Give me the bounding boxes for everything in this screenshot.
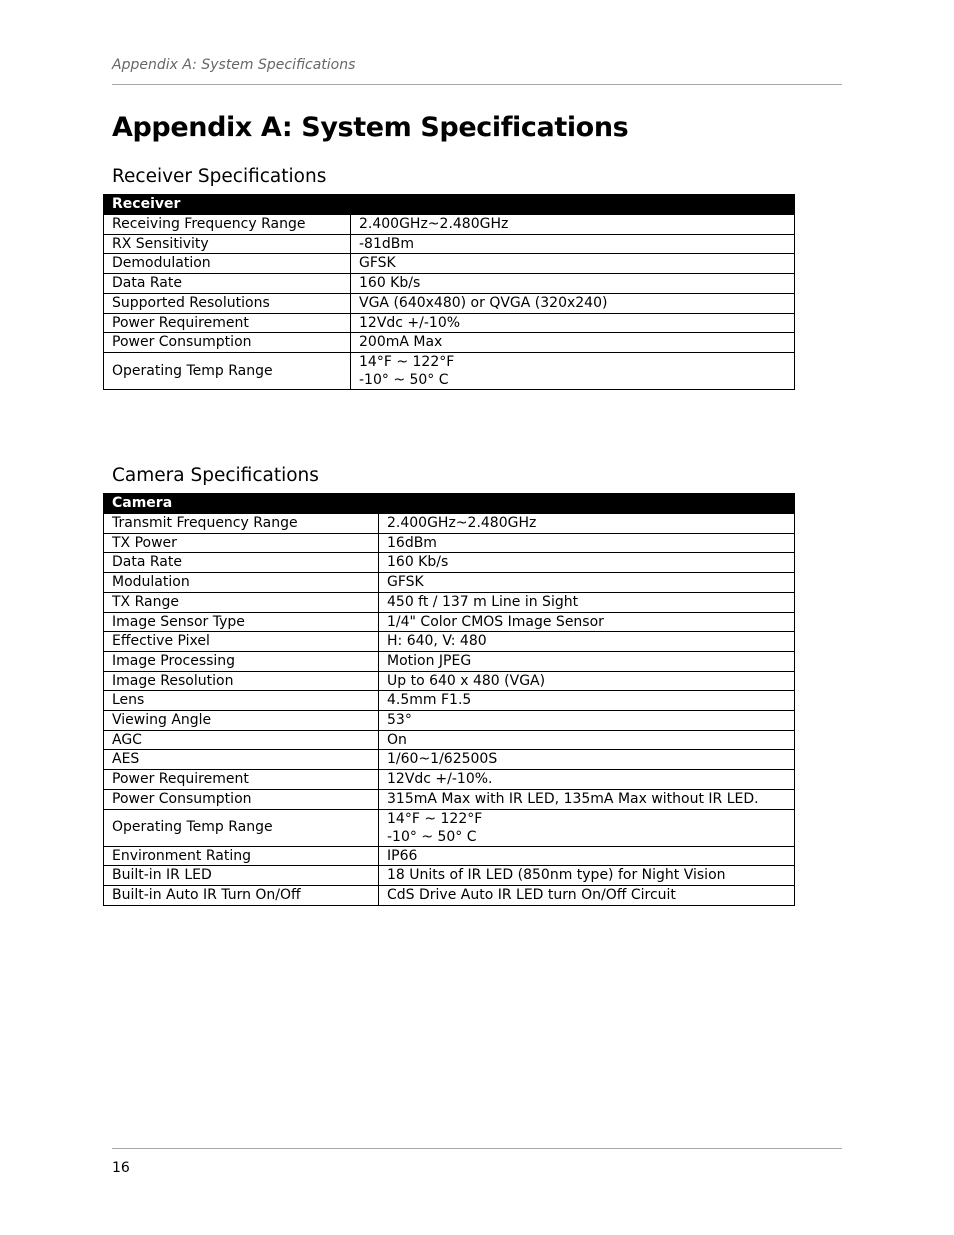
spec-value: 16dBm (379, 533, 795, 553)
table-row (104, 809, 795, 846)
spec-label: Image Resolution (104, 671, 379, 691)
table-row (104, 553, 795, 573)
table-row (104, 846, 795, 866)
receiver-spec-table (103, 194, 795, 390)
spec-value: 2.400GHz~2.480GHz (379, 514, 795, 534)
receiver-section-title: Receiver Specifications (112, 166, 327, 187)
spec-value: 12Vdc +/-10%. (379, 770, 795, 790)
camera-table-header-row (104, 494, 795, 514)
spec-label: Power Consumption (104, 789, 379, 809)
spec-value: GFSK (379, 573, 795, 593)
table-row (104, 333, 795, 353)
spec-label: Image Sensor Type (104, 612, 379, 632)
table-row (104, 592, 795, 612)
spec-value: H: 640, V: 480 (379, 632, 795, 652)
spec-label: Effective Pixel (104, 632, 379, 652)
spec-label: Demodulation (104, 254, 351, 274)
spec-label: Lens (104, 691, 379, 711)
table-row (104, 514, 795, 534)
page-title: Appendix A: System Specifications (112, 112, 629, 143)
header-rule (112, 84, 842, 85)
spec-label: AGC (104, 730, 379, 750)
camera-table-header: Camera (104, 494, 795, 514)
table-row (104, 313, 795, 333)
footer-rule (112, 1148, 842, 1149)
camera-spec-table (103, 493, 795, 906)
table-row (104, 612, 795, 632)
spec-label: Operating Temp Range (104, 809, 379, 846)
spec-label: Supported Resolutions (104, 293, 351, 313)
spec-value: -81dBm (351, 234, 795, 254)
table-row (104, 573, 795, 593)
spec-value: 18 Units of IR LED (850nm type) for Night Vision (379, 866, 795, 886)
spec-label: Power Requirement (104, 313, 351, 333)
spec-value: 1/60~1/62500S (379, 750, 795, 770)
spec-label: Environment Rating (104, 846, 379, 866)
spec-value: Up to 640 x 480 (VGA) (379, 671, 795, 691)
spec-value: 315mA Max with IR LED, 135mA Max without IR LED. (379, 789, 795, 809)
spec-label: Receiving Frequency Range (104, 215, 351, 235)
spec-label: TX Range (104, 592, 379, 612)
spec-label: Image Processing (104, 651, 379, 671)
spec-value: 160 Kb/s (379, 553, 795, 573)
table-row (104, 866, 795, 886)
spec-value-fahrenheit: 14°F ~ 122°F (359, 353, 455, 370)
spec-value: On (379, 730, 795, 750)
camera-section-title: Camera Specifications (112, 465, 319, 486)
table-row (104, 274, 795, 294)
spec-label: Data Rate (104, 274, 351, 294)
receiver-table-header: Receiver (104, 195, 795, 215)
spec-value: 53° (379, 711, 795, 731)
spec-label: Operating Temp Range (104, 352, 351, 389)
spec-value: Motion JPEG (379, 651, 795, 671)
spec-label: Power Consumption (104, 333, 351, 353)
table-row (104, 293, 795, 313)
spec-value: 4.5mm F1.5 (379, 691, 795, 711)
spec-value: 450 ft / 137 m Line in Sight (379, 592, 795, 612)
spec-value-celsius: -10° ~ 50° C (359, 371, 449, 388)
spec-value: 200mA Max (351, 333, 795, 353)
spec-value: 2.400GHz~2.480GHz (351, 215, 795, 235)
table-row (104, 254, 795, 274)
spec-value-fahrenheit: 14°F ~ 122°F (387, 810, 483, 827)
spec-value-celsius: -10° ~ 50° C (387, 828, 477, 845)
spec-label: Power Requirement (104, 770, 379, 790)
table-row (104, 750, 795, 770)
spec-label: TX Power (104, 533, 379, 553)
spec-value: 12Vdc +/-10% (351, 313, 795, 333)
spec-value: VGA (640x480) or QVGA (320x240) (351, 293, 795, 313)
table-row (104, 730, 795, 750)
spec-value (351, 352, 795, 389)
spec-label: Built-in IR LED (104, 866, 379, 886)
table-row (104, 770, 795, 790)
table-row (104, 533, 795, 553)
spec-label: RX Sensitivity (104, 234, 351, 254)
spec-value: 1/4" Color CMOS Image Sensor (379, 612, 795, 632)
table-row (104, 215, 795, 235)
spec-label: Viewing Angle (104, 711, 379, 731)
page-number: 16 (112, 1160, 130, 1176)
table-row (104, 651, 795, 671)
table-row (104, 885, 795, 905)
spec-value: GFSK (351, 254, 795, 274)
spec-label: Modulation (104, 573, 379, 593)
table-row (104, 789, 795, 809)
table-row (104, 711, 795, 731)
table-row (104, 691, 795, 711)
spec-label: Data Rate (104, 553, 379, 573)
spec-value: IP66 (379, 846, 795, 866)
spec-value: CdS Drive Auto IR LED turn On/Off Circuit (379, 885, 795, 905)
table-row (104, 671, 795, 691)
table-row (104, 234, 795, 254)
spec-label: AES (104, 750, 379, 770)
table-row (104, 632, 795, 652)
spec-label: Built-in Auto IR Turn On/Off (104, 885, 379, 905)
spec-label: Transmit Frequency Range (104, 514, 379, 534)
spec-value (379, 809, 795, 846)
spec-value: 160 Kb/s (351, 274, 795, 294)
running-header: Appendix A: System Specifications (112, 57, 356, 73)
receiver-table-header-row (104, 195, 795, 215)
table-row (104, 352, 795, 389)
